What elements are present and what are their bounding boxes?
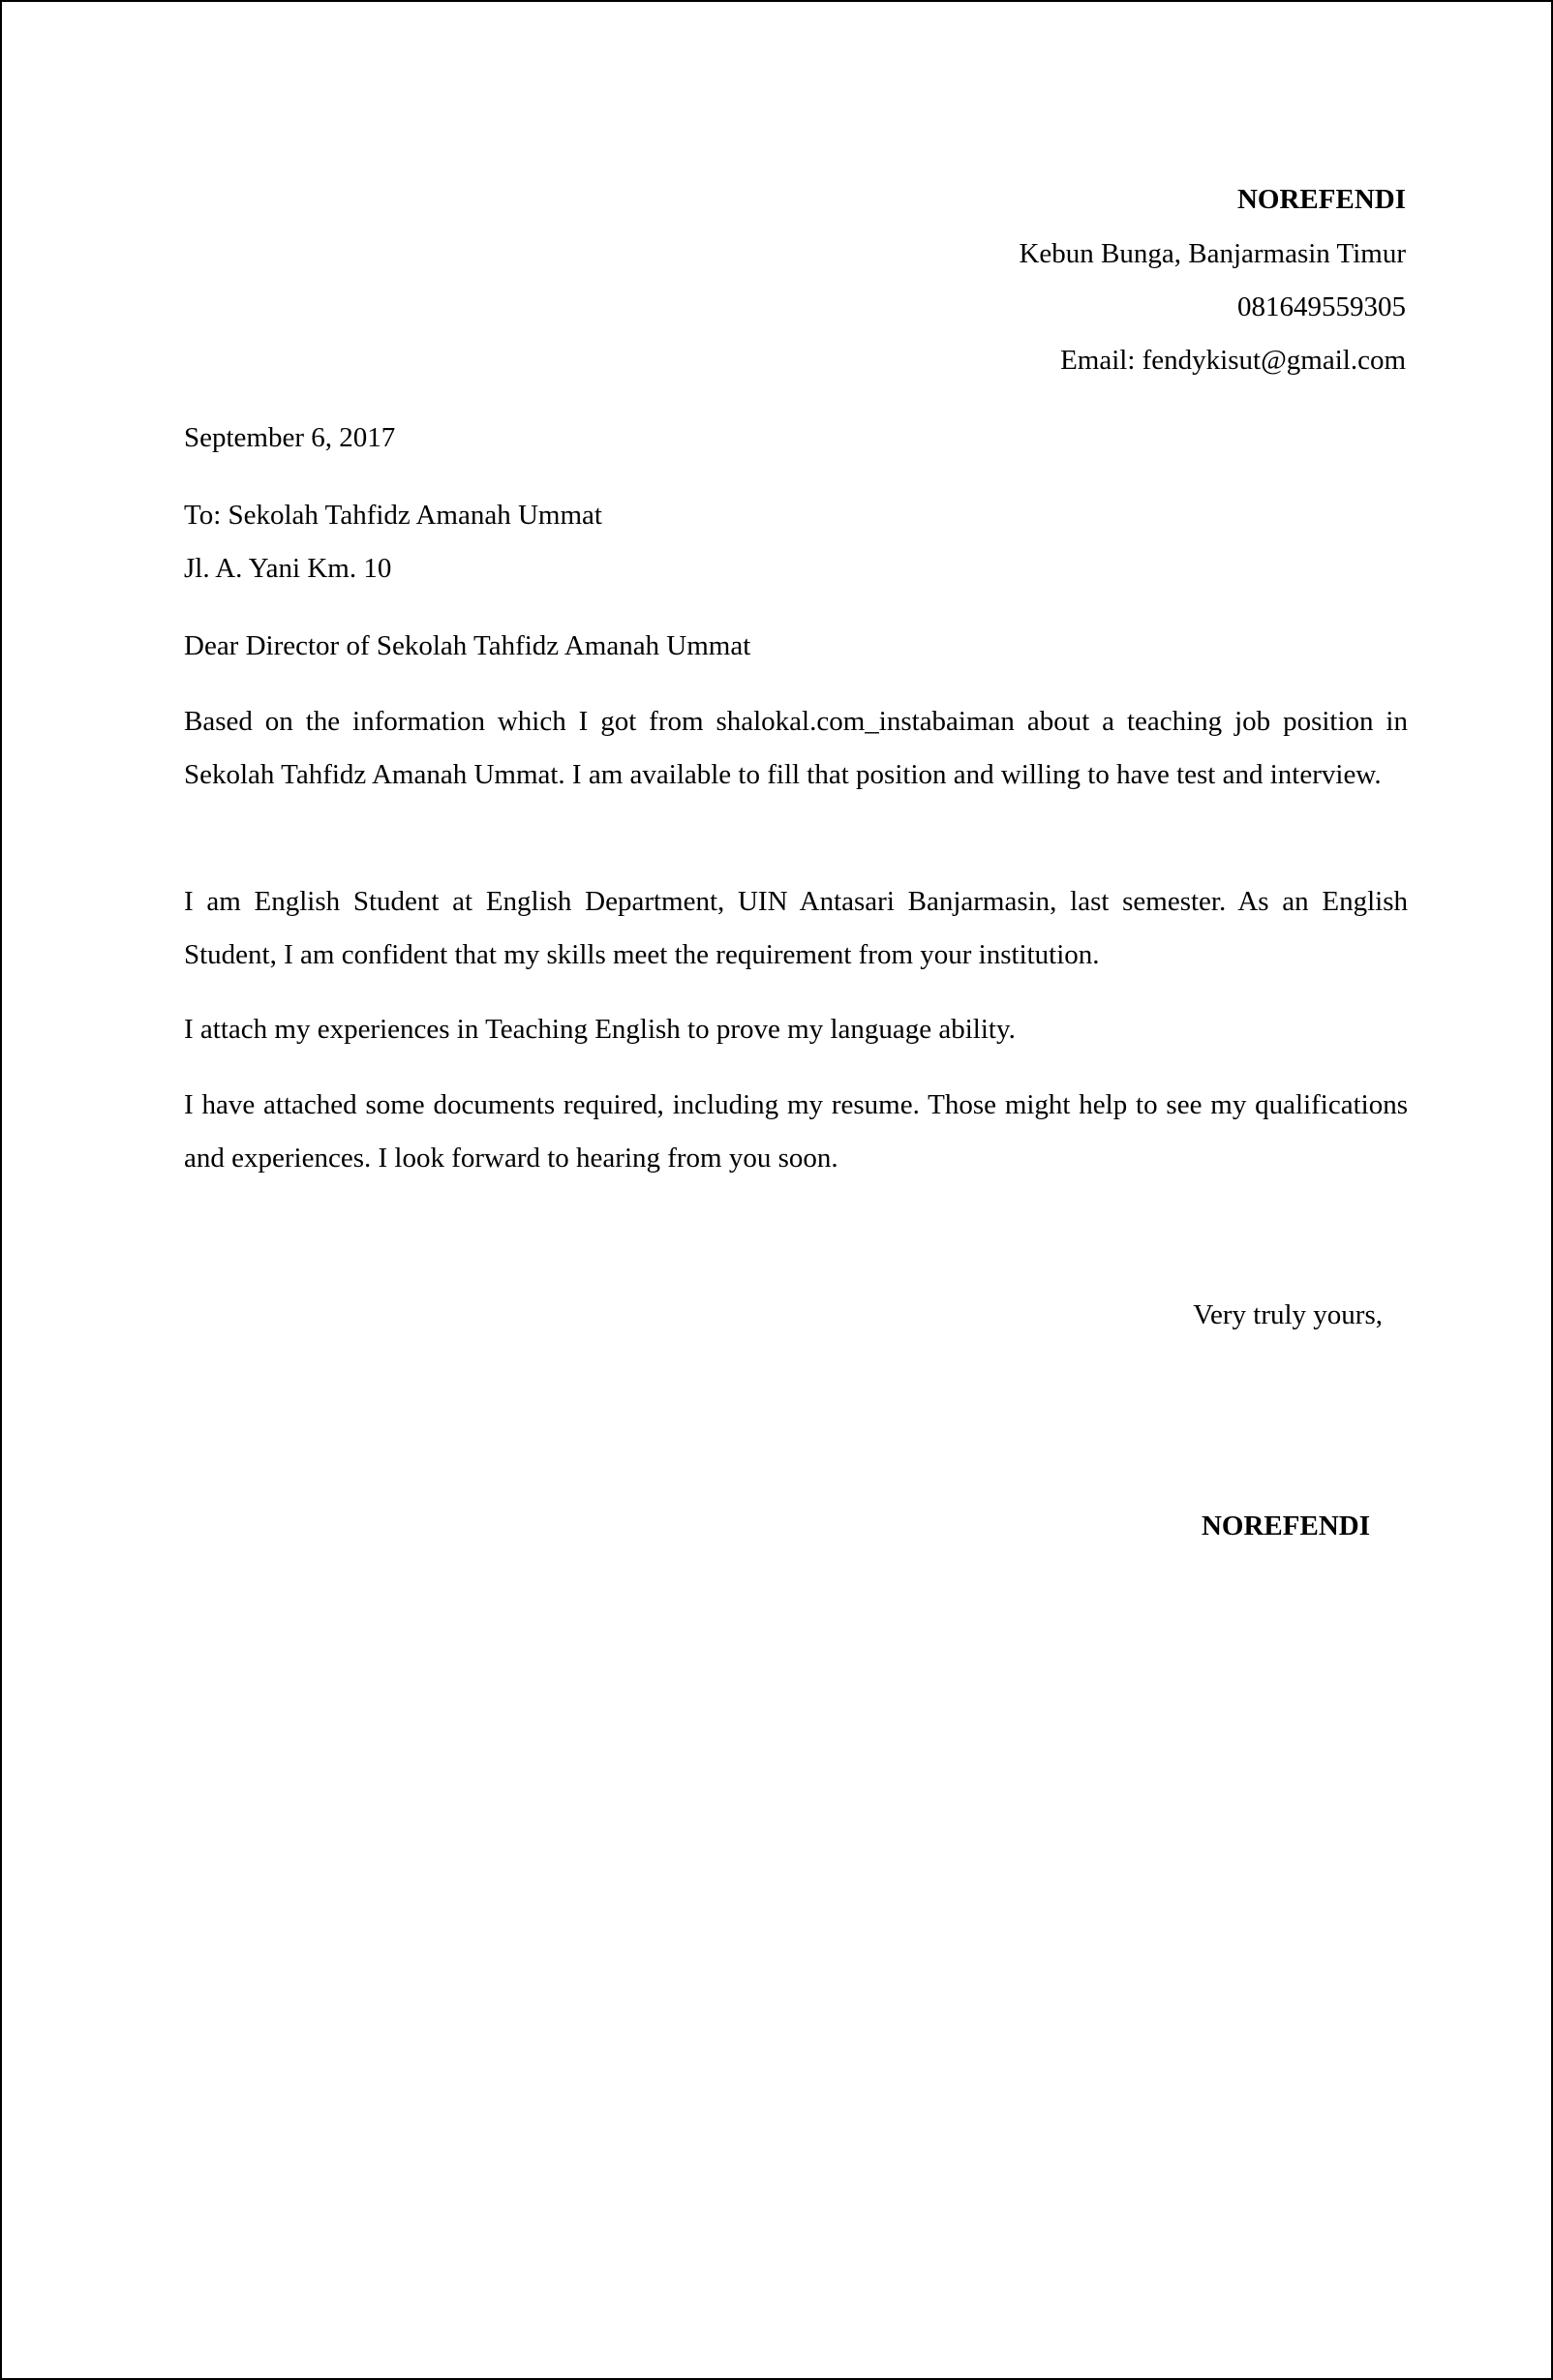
sender-name: NOREFENDI xyxy=(1236,184,1406,215)
sender-address: Kebun Bunga, Banjarmasin Timur xyxy=(1019,238,1406,269)
salutation: Dear Director of Sekolah Tahfidz Amanah Ummat xyxy=(184,630,751,661)
body-paragraph-2: I am English Student at English Department, UIN Antasari Banjarmasin, last semester. As an English Student, I am confident that my skills meet the requirement from your institution. xyxy=(184,886,1408,970)
body-paragraph-1: Based on the information which I got from shalokal.com_instabaiman about a teaching job position in Sekolah Tahfidz Amanah Ummat. I am available to fill that position and willing to have test and interview. xyxy=(184,706,1408,790)
letter-date: September 6, 2017 xyxy=(184,422,396,453)
closing-phrase: Very truly yours, xyxy=(1193,1299,1383,1330)
body-paragraph-3: I attach my experiences in Teaching English to prove my language ability. xyxy=(184,1014,1016,1045)
body-paragraph-4: I have attached some documents required, including my resume. Those might help to see my qualifications and experiences. I look forward to hearing from you soon. xyxy=(184,1089,1408,1174)
recipient-to-line: To: Sekolah Tahfidz Amanah Ummat xyxy=(184,500,602,531)
signature-name: NOREFENDI xyxy=(1201,1510,1370,1541)
sender-phone: 081649559305 xyxy=(1237,291,1406,322)
sender-email: Email: fendykisut@gmail.com xyxy=(1060,345,1406,376)
recipient-address: Jl. A. Yani Km. 10 xyxy=(184,553,392,584)
